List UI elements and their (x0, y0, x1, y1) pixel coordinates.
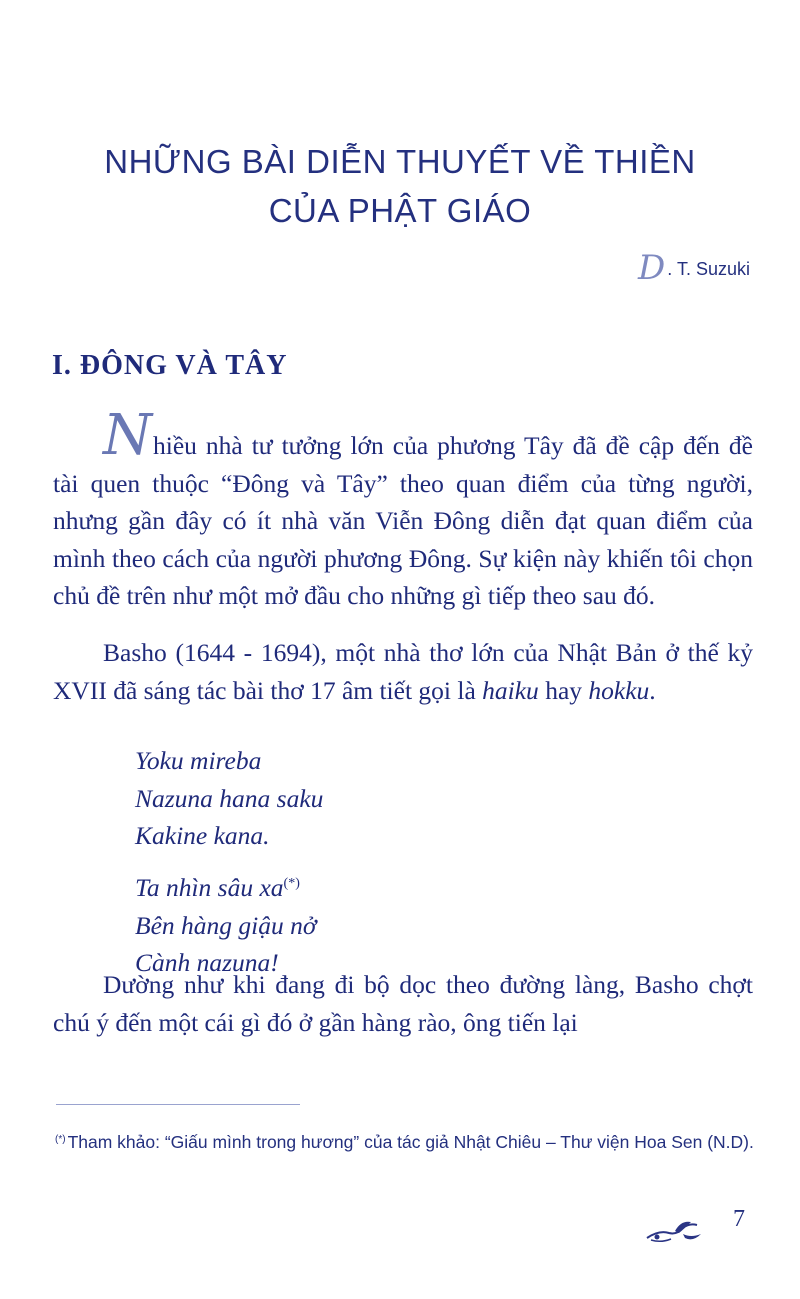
paragraph-2-text-c: . (649, 675, 656, 705)
footnote-reference: (*) (283, 876, 300, 891)
footnote-text: Tham khảo: “Giấu mình trong hương” của tác giả Nhật Chiêu – Thư viện Hoa Sen (N.D). (67, 1132, 754, 1152)
ornament-icon (645, 1216, 705, 1244)
paragraph-2-text-a: Basho (1644 - 1694), một nhà thơ lớn của Nhật Bản ở thế kỷ XVII đã sáng tác bài thơ 17 âm tiết gọi là (53, 638, 753, 705)
haiku-translation (135, 865, 316, 982)
term-haiku: haiku (482, 675, 539, 705)
paragraph-1 (53, 403, 753, 615)
chapter-title-line-2: CỦA PHẬT GIÁO (268, 192, 532, 229)
paragraph-2 (53, 634, 753, 709)
haiku-original (135, 742, 323, 855)
verse-line: Yoku mireba (135, 746, 262, 775)
verse-line: Nazuna hana saku (135, 783, 324, 813)
paragraph-1-text: hiều nhà tư tưởng lớn của phương Tây đã đề cập đến đề tài quen thuộc “Đông và Tây” theo quan điểm của từng người, nhưng gần đây có ít nhà văn Viễn Đông diễn đạt quan điểm của mình theo cách của người phương Đông. Sự kiện này khiến tôi chọn chủ đề trên như một mở đầu cho những gì tiếp theo sau đó. (53, 431, 753, 611)
author-byline (638, 248, 750, 288)
footnote-divider (56, 1104, 300, 1105)
paragraph-3-text: Dường như khi đang đi bộ dọc theo đường làng, Basho chợt chú ý đến một cái gì đó ở gần hàng rào, ông tiến lại (53, 970, 753, 1037)
footnote-mark: (*) (55, 1134, 66, 1145)
author-initial: D (638, 248, 666, 288)
footnote (55, 1124, 755, 1158)
page-number: 7 (733, 1206, 745, 1232)
term-hokku: hokku (588, 675, 650, 705)
section-heading: I. ĐÔNG VÀ TÂY (52, 350, 288, 381)
drop-cap: N (103, 403, 152, 468)
paragraph-2-text-b: hay (538, 675, 589, 705)
chapter-title-line-1: NHỮNG BÀI DIỄN THUYẾT VỀ THIỀN (104, 143, 696, 180)
verse-line: Cành nazuna! (135, 948, 279, 978)
paragraph-3 (53, 966, 753, 1041)
verse-line: Kakine kana. (135, 821, 270, 851)
verse-line: Ta nhìn sâu xa (135, 873, 284, 902)
author-name: . T. Suzuki (667, 259, 750, 279)
verse-line: Bên hàng giậu nở (135, 910, 317, 940)
